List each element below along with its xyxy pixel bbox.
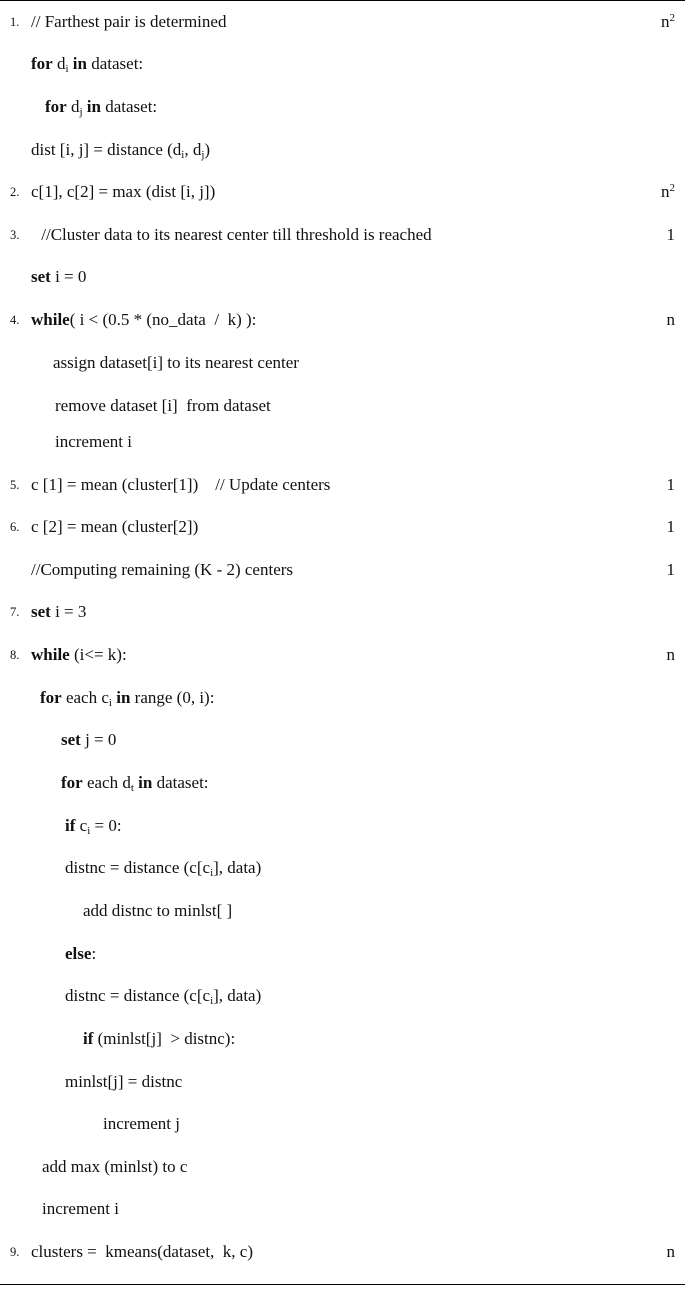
code-segment: ], data) bbox=[213, 858, 262, 877]
code-text bbox=[31, 1240, 253, 1264]
code-text bbox=[65, 942, 96, 966]
complexity-cost: $n^2$ bbox=[661, 182, 675, 201]
algorithm-line bbox=[0, 430, 685, 454]
code-segment: add max (minlst) to c bbox=[42, 1157, 188, 1176]
code-text bbox=[65, 814, 122, 838]
code-text bbox=[61, 771, 209, 795]
keyword: in bbox=[138, 773, 153, 792]
code-text bbox=[31, 515, 198, 539]
code-segment: add distnc to minlst[ ] bbox=[83, 901, 233, 920]
code-text bbox=[31, 473, 330, 497]
line-number: 3. bbox=[10, 228, 20, 242]
code-text bbox=[37, 223, 432, 247]
subscript: i bbox=[87, 825, 91, 837]
line-number: 1. bbox=[10, 15, 20, 29]
subscript: i bbox=[210, 867, 214, 879]
algorithm-line bbox=[0, 558, 685, 582]
code-text bbox=[31, 643, 127, 667]
line-number: 5. bbox=[10, 478, 20, 492]
code-segment: each d bbox=[82, 773, 131, 792]
code-segment: d bbox=[66, 97, 80, 116]
complexity-cost: $n^2$ bbox=[661, 12, 675, 31]
keyword: in bbox=[72, 54, 87, 73]
algorithm-line bbox=[0, 686, 685, 710]
algorithm-line bbox=[0, 1197, 685, 1221]
algorithm-line bbox=[0, 984, 685, 1008]
keyword: set bbox=[61, 730, 81, 749]
algorithm-line bbox=[0, 473, 685, 497]
code-segment: //Computing remaining (K - 2) centers bbox=[31, 560, 294, 579]
code-text bbox=[61, 728, 116, 752]
code-segment: d bbox=[52, 54, 66, 73]
code-segment: distnc = distance (c[c bbox=[65, 986, 211, 1005]
code-segment: i = 3 bbox=[50, 602, 87, 621]
bottom-rule bbox=[0, 1284, 685, 1285]
code-text bbox=[31, 180, 215, 204]
keyword: for bbox=[61, 773, 83, 792]
subscript: j bbox=[201, 149, 205, 161]
code-segment: distnc = distance (c[c bbox=[65, 858, 211, 877]
algorithm-line bbox=[0, 643, 685, 667]
algorithm-line bbox=[0, 771, 685, 795]
code-segment: ( i < (0.5 * (no_data / k) ): bbox=[69, 310, 257, 329]
code-segment: i = 0 bbox=[50, 267, 87, 286]
algorithm-line bbox=[0, 728, 685, 752]
code-text bbox=[31, 600, 86, 624]
code-text bbox=[65, 1070, 182, 1094]
algorithm-line bbox=[0, 95, 685, 119]
algorithm-line bbox=[0, 394, 685, 418]
code-segment: dataset: bbox=[152, 773, 209, 792]
line-number: 6. bbox=[10, 520, 20, 534]
algorithm-line bbox=[0, 52, 685, 76]
code-segment: increment i bbox=[42, 1199, 119, 1218]
superscript: 2 bbox=[669, 182, 675, 194]
code-text bbox=[31, 52, 143, 76]
code-text bbox=[83, 899, 232, 923]
code-segment: , d bbox=[184, 140, 202, 159]
code-text bbox=[40, 686, 214, 710]
code-segment: : bbox=[91, 944, 97, 963]
algorithm-line bbox=[0, 515, 685, 539]
code-text bbox=[83, 1027, 235, 1051]
code-segment: range (0, i): bbox=[130, 688, 215, 707]
subscript: i bbox=[210, 995, 214, 1007]
code-text bbox=[65, 856, 261, 880]
code-segment: ) bbox=[204, 140, 211, 159]
code-segment: clusters = kmeans(dataset, k, c) bbox=[31, 1242, 254, 1261]
superscript: 2 bbox=[669, 12, 675, 24]
code-segment: (minlst[j] > distnc): bbox=[93, 1029, 236, 1048]
complexity-cost: 1 bbox=[666, 560, 675, 579]
algorithm-line bbox=[0, 180, 685, 204]
keyword: while bbox=[31, 645, 70, 664]
line-number: 9. bbox=[10, 1245, 20, 1259]
code-segment: increment i bbox=[55, 432, 132, 451]
algorithm-line bbox=[0, 856, 685, 880]
keyword: in bbox=[86, 97, 101, 116]
code-segment: // Farthest pair is determined bbox=[31, 12, 227, 31]
algorithm-line bbox=[0, 1027, 685, 1051]
code-segment: dataset: bbox=[100, 97, 158, 116]
code-text bbox=[53, 351, 299, 375]
algorithm-line bbox=[0, 814, 685, 838]
complexity-cost: 1 bbox=[666, 475, 675, 494]
top-rule bbox=[0, 0, 685, 1]
complexity-cost: n bbox=[666, 645, 675, 664]
keyword: for bbox=[31, 54, 53, 73]
subscript: j bbox=[79, 106, 83, 118]
keyword: if bbox=[65, 816, 76, 835]
code-text bbox=[31, 265, 86, 289]
algorithm-line bbox=[0, 1112, 685, 1136]
code-segment: c [2] = mean (cluster[2]) bbox=[31, 517, 199, 536]
subscript: i bbox=[181, 149, 185, 161]
code-segment: remove dataset [i] from dataset bbox=[55, 396, 271, 415]
code-segment: assign dataset[i] to its nearest center bbox=[53, 353, 299, 372]
code-segment: c [1] = mean (cluster[1]) // Update centers bbox=[31, 475, 331, 494]
code-text bbox=[45, 95, 157, 119]
algorithm-line bbox=[0, 899, 685, 923]
code-segment: c[1], c[2] = max (dist [i, j]) bbox=[31, 182, 216, 201]
keyword: set bbox=[31, 602, 51, 621]
algorithm-line bbox=[0, 1155, 685, 1179]
code-text bbox=[55, 430, 132, 454]
algorithm-line bbox=[0, 942, 685, 966]
line-number: 8. bbox=[10, 648, 20, 662]
complexity-cost: 1 bbox=[666, 517, 675, 536]
line-number: 2. bbox=[10, 185, 20, 199]
keyword: while bbox=[31, 310, 70, 329]
code-text bbox=[42, 1155, 187, 1179]
keyword: else bbox=[65, 944, 92, 963]
code-text bbox=[42, 1197, 119, 1221]
keyword: set bbox=[31, 267, 51, 286]
code-segment: ], data) bbox=[213, 986, 262, 1005]
algorithm-line bbox=[0, 308, 685, 332]
code-segment: dataset: bbox=[86, 54, 144, 73]
line-number: 7. bbox=[10, 605, 20, 619]
complexity-cost: n bbox=[666, 310, 675, 329]
code-text bbox=[55, 394, 271, 418]
code-segment: //Cluster data to its nearest center till threshold is reached bbox=[37, 225, 432, 244]
code-text bbox=[103, 1112, 180, 1136]
algorithm-line bbox=[0, 600, 685, 624]
code-segment: (i<= k): bbox=[69, 645, 127, 664]
code-text bbox=[65, 984, 261, 1008]
code-segment: increment j bbox=[103, 1114, 180, 1133]
code-text bbox=[31, 558, 293, 582]
algorithm-line bbox=[0, 1070, 685, 1094]
code-segment: c bbox=[75, 816, 88, 835]
subscript: t bbox=[130, 782, 134, 794]
algorithm-line bbox=[0, 351, 685, 375]
algorithm-line bbox=[0, 1240, 685, 1264]
code-text bbox=[31, 10, 226, 34]
algorithm-line bbox=[0, 265, 685, 289]
complexity-cost: 1 bbox=[666, 225, 675, 244]
keyword: if bbox=[83, 1029, 94, 1048]
algorithm-line bbox=[0, 138, 685, 162]
algorithm-line bbox=[0, 10, 685, 34]
keyword: for bbox=[45, 97, 67, 116]
algorithm-line bbox=[0, 223, 685, 247]
code-text bbox=[31, 308, 256, 332]
subscript: i bbox=[65, 63, 69, 75]
code-segment: dist [i, j] = distance (d bbox=[31, 140, 182, 159]
code-segment: each c bbox=[61, 688, 109, 707]
keyword: for bbox=[40, 688, 62, 707]
code-segment: = 0: bbox=[90, 816, 122, 835]
complexity-cost: n bbox=[666, 1242, 675, 1261]
code-text bbox=[31, 138, 210, 162]
line-number: 4. bbox=[10, 313, 20, 327]
code-segment: j = 0 bbox=[80, 730, 117, 749]
code-segment: minlst[j] = distnc bbox=[65, 1072, 183, 1091]
subscript: i bbox=[108, 697, 112, 709]
keyword: in bbox=[116, 688, 131, 707]
